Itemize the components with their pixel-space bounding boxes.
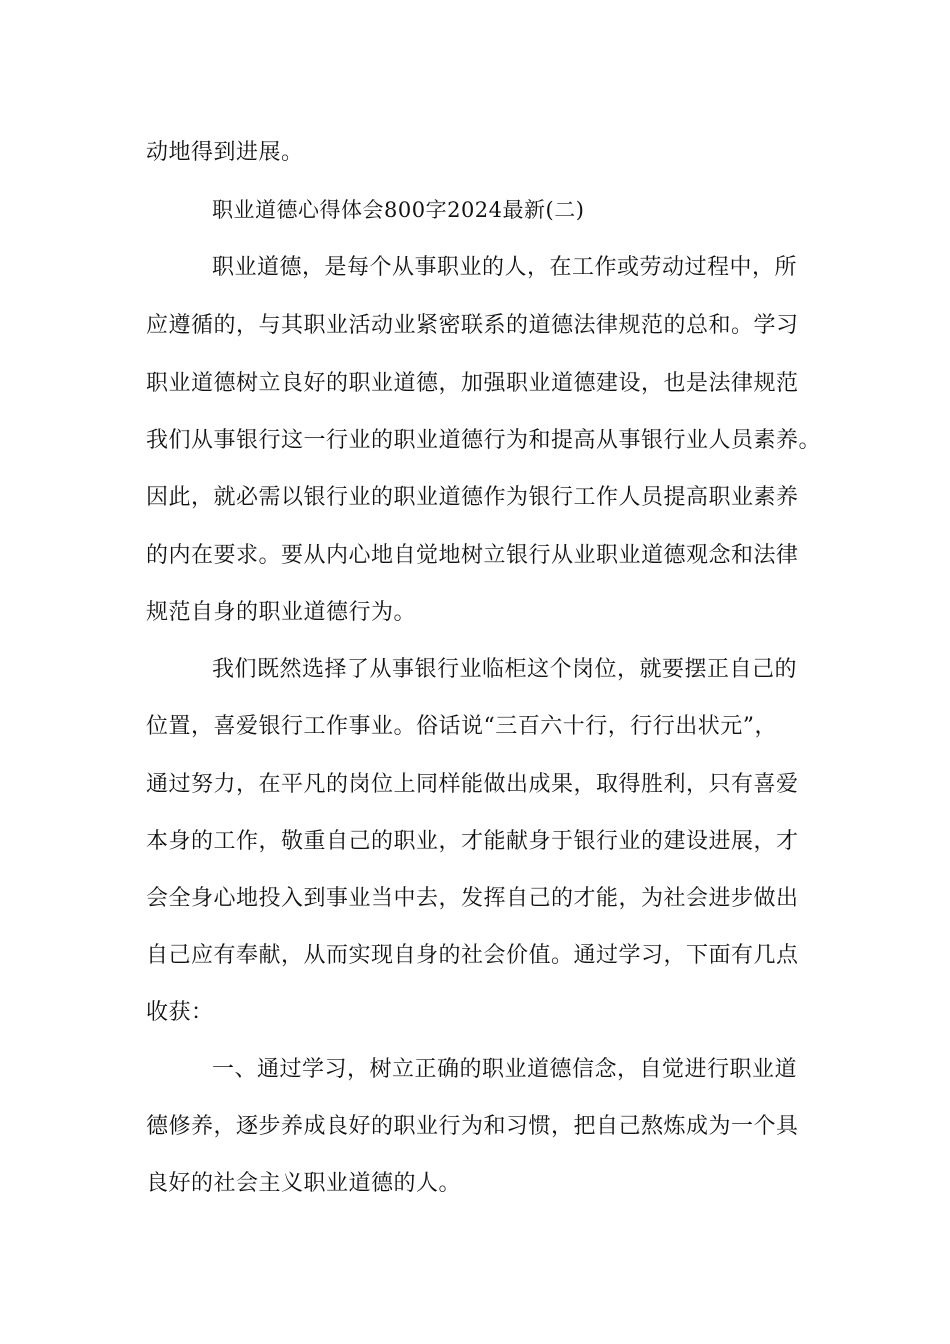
paragraph-3-line: 德修养，逐步养成良好的职业行为和习惯，把自己熬炼成为一个具 [146,1114,799,1139]
paragraph-2-line: 我们既然选择了从事银行业临柜这个岗位，就要摆正自己的 [212,657,798,682]
carryover-line: 动地得到进展。 [146,140,304,165]
paragraph-1-line: 因此，就必需以银行业的职业道德作为银行工作人员提高职业素养 [146,485,799,510]
paragraph-2-line: 收获： [146,1000,214,1025]
section-heading: 职业道德心得体会800字2024最新(二) [212,198,585,222]
paragraph-2-line: 位置，喜爱银行工作事业。俗话说“三百六十行，行行出状元”， [146,714,777,739]
paragraph-1-line: 的内在要求。要从内心地自觉地树立银行从业职业道德观念和法律 [146,543,799,568]
paragraph-3-line: 一、通过学习，树立正确的职业道德信念，自觉进行职业道 [212,1057,798,1082]
paragraph-3-line: 良好的社会主义职业道德的人。 [146,1171,462,1196]
paragraph-1-line: 职业道德树立良好的职业道德，加强职业道德建设，也是法律规范 [146,371,799,396]
paragraph-2-line: 自己应有奉献，从而实现自身的社会价值。通过学习，下面有几点 [146,943,799,968]
paragraph-1-line: 应遵循的，与其职业活动业紧密联系的道德法律规范的总和。学习 [146,313,799,338]
paragraph-2-line: 会全身心地投入到事业当中去，发挥自己的才能，为社会进步做出 [146,886,799,911]
paragraph-1-line: 我们从事银行这一行业的职业道德行为和提高从事银行业人员素养。 [146,428,822,453]
paragraph-1-line: 规范自身的职业道德行为。 [146,600,417,625]
paragraph-2-line: 本身的工作，敬重自己的职业，才能献身于银行业的建设进展，才 [146,829,799,854]
paragraph-1-line: 职业道德，是每个从事职业的人，在工作或劳动过程中，所 [212,255,798,280]
paragraph-2-line: 通过努力，在平凡的岗位上同样能做出成果，取得胜利，只有喜爱 [146,772,799,797]
